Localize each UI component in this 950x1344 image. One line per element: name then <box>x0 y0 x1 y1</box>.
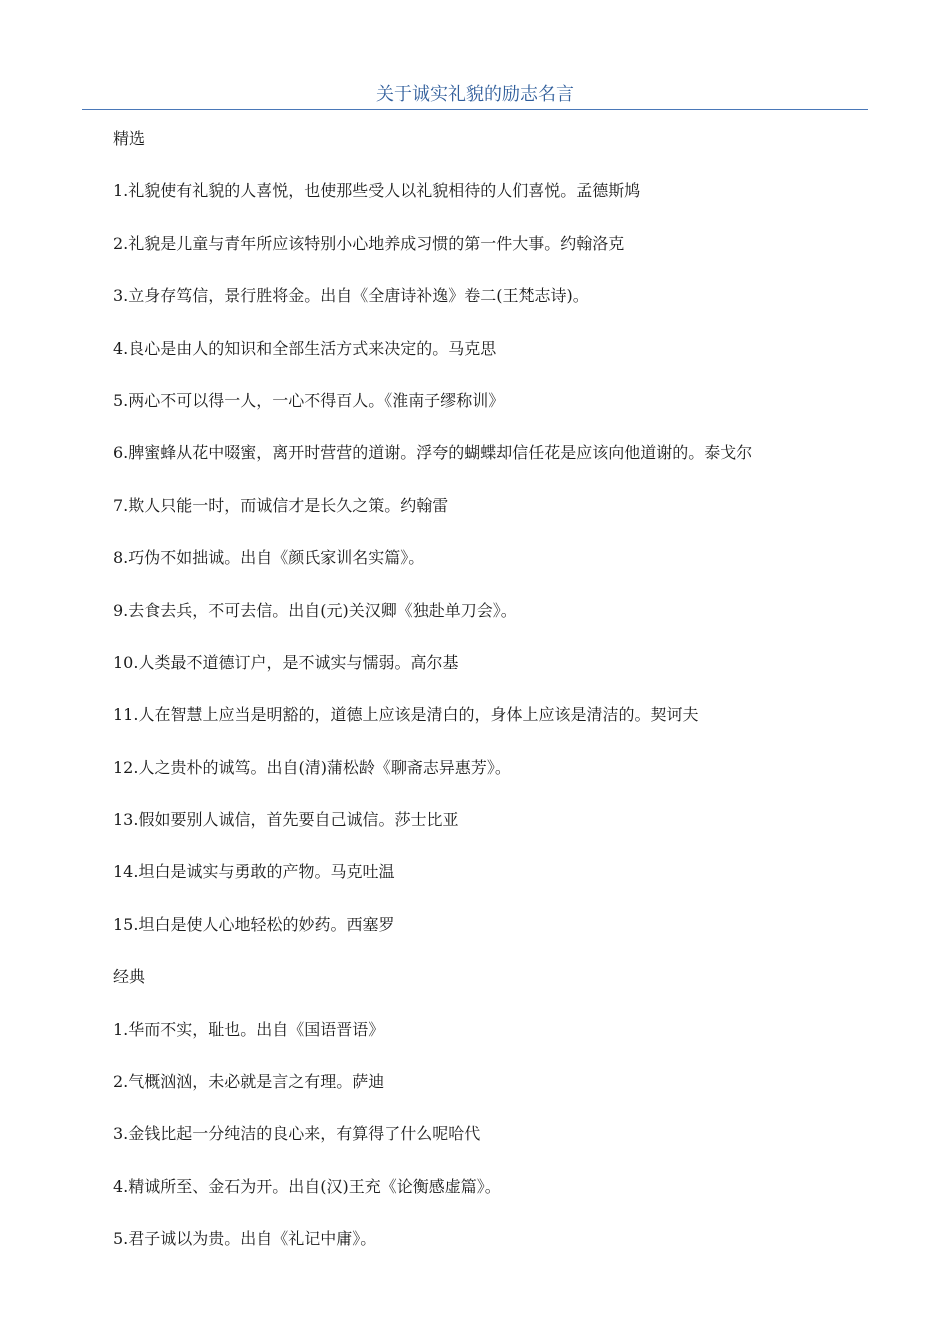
quote-item: 7.欺人只能一时，而诚信才是长久之策。约翰雷 <box>113 495 449 515</box>
section-heading: 经典 <box>113 967 146 987</box>
quote-item: 3.金钱比起一分纯洁的良心来，有算得了什么呢哈代 <box>113 1124 481 1144</box>
title-underline <box>82 109 868 110</box>
quote-item: 4.良心是由人的知识和全部生活方式来决定的。马克思 <box>113 338 497 358</box>
document-body <box>113 124 873 1277</box>
quote-item: 9.去食去兵，不可去信。出自(元)关汉卿《独赴单刀会》。 <box>113 600 517 620</box>
quote-item: 5.君子诚以为贵。出自《礼记中庸》。 <box>113 1229 377 1249</box>
quote-item: 2.礼貌是儿童与青年所应该特别小心地养成习惯的第一件大事。约翰洛克 <box>113 233 625 253</box>
quote-item: 13.假如要别人诚信，首先要自己诚信。莎士比亚 <box>113 810 459 830</box>
quote-item: 15.坦白是使人心地轻松的妙药。西塞罗 <box>113 914 395 934</box>
quote-item: 14.坦白是诚实与勇敢的产物。马克吐温 <box>113 862 395 882</box>
quote-item: 11.人在智慧上应当是明豁的，道德上应该是清白的，身体上应该是清洁的。契诃夫 <box>113 705 699 725</box>
quote-item: 8.巧伪不如拙诚。出自《颜氏家训名实篇》。 <box>113 548 425 568</box>
quote-item: 6.脾蜜蜂从花中啜蜜，离开时营营的道谢。浮夸的蝴蝶却信任花是应该向他道谢的。泰戈尔 <box>113 443 753 463</box>
quote-item: 4.精诚所至、金石为开。出自(汉)王充《论衡感虚篇》。 <box>113 1176 501 1196</box>
quote-item: 1.礼貌使有礼貌的人喜悦，也使那些受人以礼貌相待的人们喜悦。孟德斯鸠 <box>113 181 641 201</box>
section-heading: 精选 <box>113 129 146 148</box>
quote-item: 12.人之贵朴的诚笃。出自(清)蒲松龄《聊斋志异惠芳》。 <box>113 757 511 777</box>
quote-item: 10.人类最不道德订户，是不诚实与懦弱。高尔基 <box>113 652 459 672</box>
quote-item: 1.华而不实，耻也。出自《国语晋语》 <box>113 1019 385 1039</box>
document-title: 关于诚实礼貌的励志名言 <box>376 84 574 105</box>
quote-item: 3.立身存笃信，景行胜将金。出自《全唐诗补逸》卷二(王梵志诗)。 <box>113 286 589 306</box>
quote-item: 5.两心不可以得一人，一心不得百人。《淮南子缪称训》 <box>113 390 505 410</box>
quote-item: 2.气概汹汹，未必就是言之有理。萨迪 <box>113 1072 385 1092</box>
